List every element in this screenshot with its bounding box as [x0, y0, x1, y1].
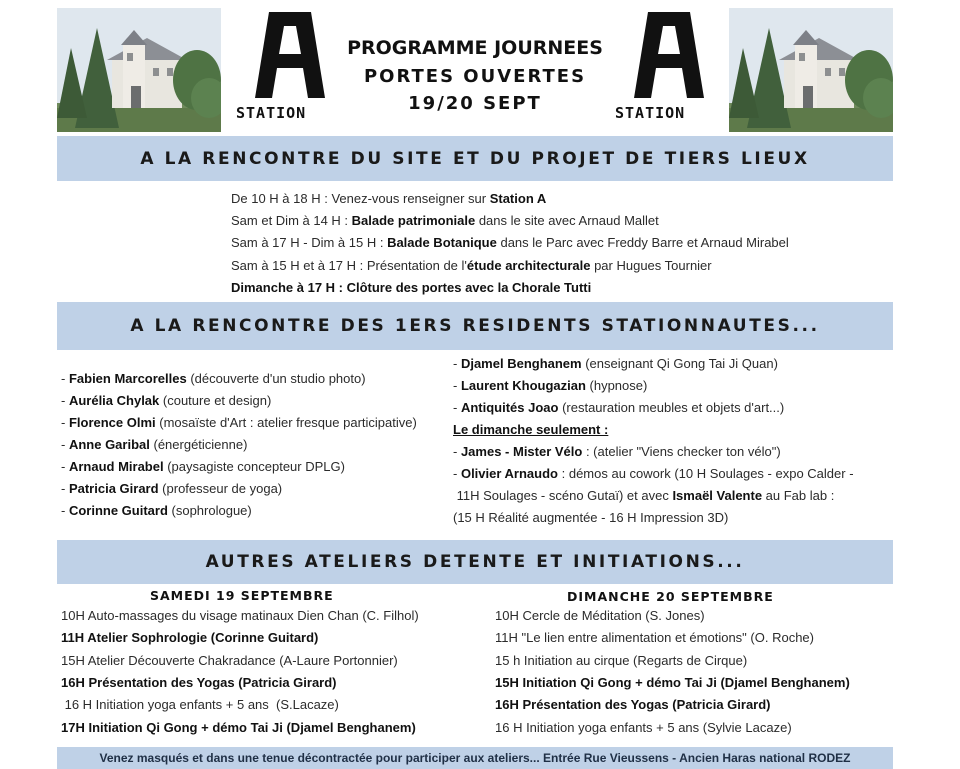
page-title: PROGRAMME JOURNEES — [347, 37, 603, 59]
resident-item: - Arnaud Mirabel (paysagiste concepteur DPLG) — [61, 459, 345, 474]
section-heading-residents: A LA RENCONTRE DES 1ERS RESIDENTS STATIONNAUTES... — [57, 302, 893, 350]
site-schedule-line: De 10 H à 18 H : Venez-vous renseigner sur Station A — [231, 191, 547, 206]
resident-item: - James - Mister Vélo : (atelier "Viens checker ton vélo") — [453, 444, 781, 459]
logo-wordmark-right: STATION — [615, 104, 686, 122]
chateau-photo-right — [729, 8, 893, 132]
workshop-item: 11H Atelier Sophrologie (Corinne Guitard) — [61, 630, 319, 645]
resident-item: - Laurent Khougazian (hypnose) — [453, 378, 648, 393]
workshop-item: 16H Présentation des Yogas (Patricia Girard) — [61, 675, 337, 690]
workshop-item: 16 H Initiation yoga enfants + 5 ans (S.Lacaze) — [61, 697, 339, 712]
workshop-item: 15 h Initiation au cirque (Regarts de Cirque) — [495, 653, 748, 668]
resident-item: - Aurélia Chylak (couture et design) — [61, 393, 272, 408]
workshop-item: 15H Atelier Découverte Chakradance (A-Laure Portonnier) — [61, 653, 398, 668]
resident-item: - Antiquités Joao (restauration meubles et objets d'art...) — [453, 400, 785, 415]
site-schedule-line: Sam à 15 H et à 17 H : Présentation de l'étude architecturale par Hugues Tournier — [231, 258, 712, 273]
sunday-title: DIMANCHE 20 SEPTEMBRE — [567, 589, 774, 604]
sunday-only-label: Le dimanche seulement : — [453, 422, 609, 437]
chateau-photo-left — [57, 8, 221, 132]
station-a-logo-left — [255, 12, 325, 98]
station-a-logo-right — [634, 12, 704, 98]
resident-item: - Patricia Girard (professeur de yoga) — [61, 481, 283, 496]
logo-wordmark-left: STATION — [236, 104, 307, 122]
resident-item: - Florence Olmi (mosaïste d'Art : atelier fresque participative) — [61, 415, 417, 430]
site-schedule-line: Dimanche à 17 H : Clôture des portes avec la Chorale Tutti — [231, 280, 592, 295]
section-heading-workshops: AUTRES ATELIERS DETENTE ET INITIATIONS... — [57, 540, 893, 584]
page-subtitle: PORTES OUVERTES — [363, 66, 587, 87]
site-schedule-line: Sam à 17 H - Dim à 15 H : Balade Botanique dans le Parc avec Freddy Barre et Arnaud Mirabel — [231, 235, 789, 250]
resident-item: - Olivier Arnaudo : démos au cowork (10 H Soulages - expo Calder - — [453, 466, 854, 481]
workshop-item: 11H "Le lien entre alimentation et émotions" (O. Roche) — [495, 630, 814, 645]
workshop-item: 17H Initiation Qi Gong + démo Tai Ji (Djamel Benghanem) — [61, 720, 416, 735]
saturday-title: SAMEDI 19 SEPTEMBRE — [150, 588, 334, 603]
workshop-item: 16 H Initiation yoga enfants + 5 ans (Sylvie Lacaze) — [495, 720, 792, 735]
event-dates: 19/20 SEPT — [408, 93, 542, 114]
workshop-item: 10H Cercle de Méditation (S. Jones) — [495, 608, 705, 623]
workshop-item: 10H Auto-massages du visage matinaux Dien Chan (C. Filhol) — [61, 608, 419, 623]
resident-item: - Corinne Guitard (sophrologue) — [61, 503, 252, 518]
resident-item: (15 H Réalité augmentée - 16 H Impression 3D) — [453, 510, 729, 525]
workshop-item: 15H Initiation Qi Gong + démo Tai Ji (Djamel Benghanem) — [495, 675, 850, 690]
workshop-item: 16H Présentation des Yogas (Patricia Girard) — [495, 697, 771, 712]
section-heading-site: A LA RENCONTRE DU SITE ET DU PROJET DE TIERS LIEUX — [57, 136, 893, 181]
resident-item: - Fabien Marcorelles (découverte d'un studio photo) — [61, 371, 366, 386]
resident-item: - Anne Garibal (énergéticienne) — [61, 437, 248, 452]
resident-item: - Djamel Benghanem (enseignant Qi Gong Tai Ji Quan) — [453, 356, 778, 371]
site-schedule-line: Sam et Dim à 14 H : Balade patrimoniale dans le site avec Arnaud Mallet — [231, 213, 659, 228]
footer-notice: Venez masqués et dans une tenue décontractée pour participer aux ateliers... Entrée Rue Vieussens - Ancien Haras national RODEZ — [57, 747, 893, 769]
resident-item: 11H Soulages - scéno Gutaï) et avec Ismaël Valente au Fab lab : — [453, 488, 835, 503]
